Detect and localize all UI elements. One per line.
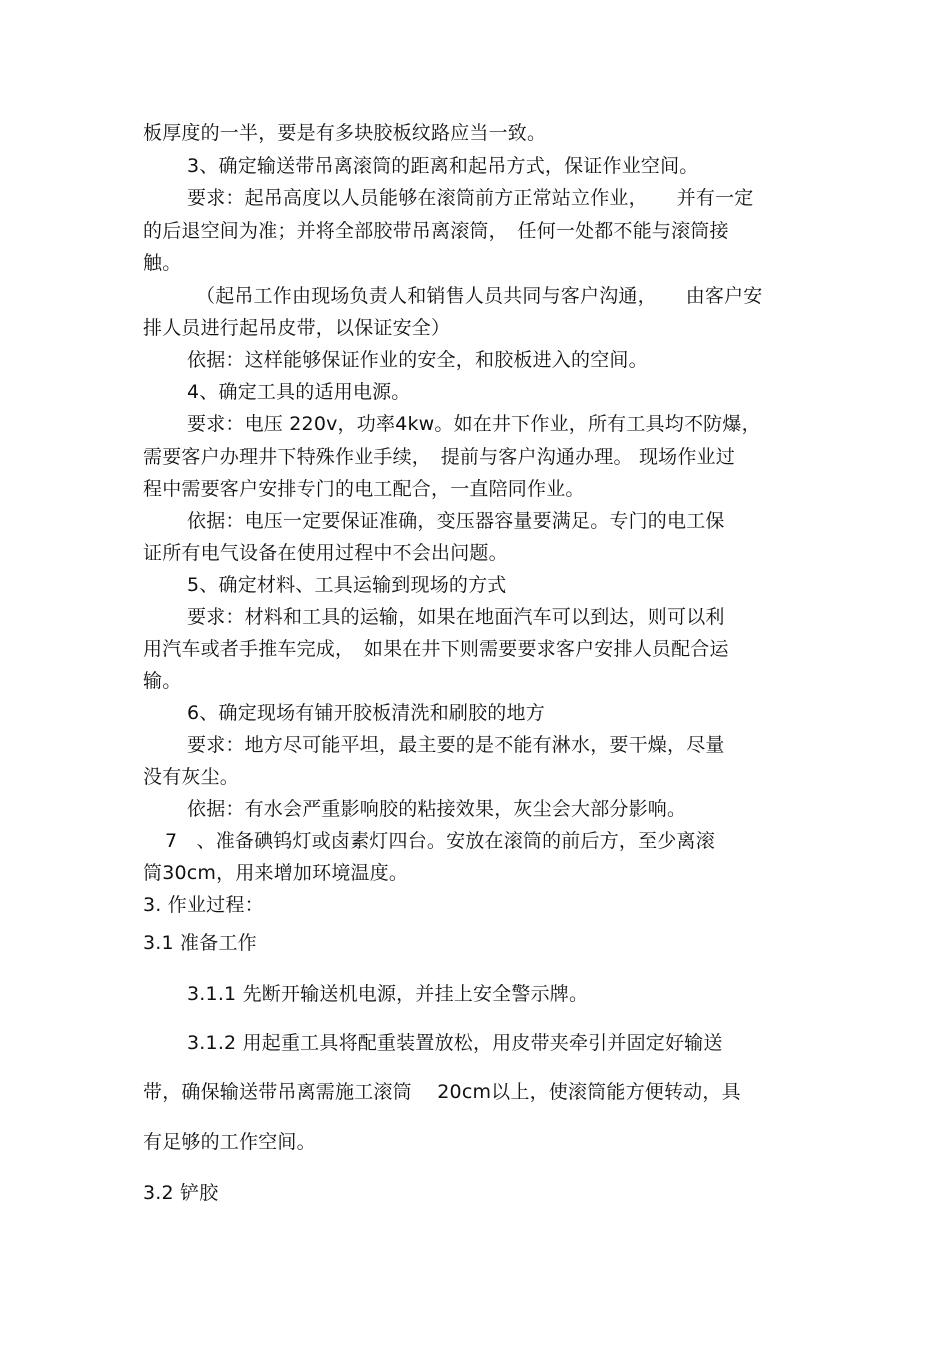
text-line: 7 、准备碘钨灯或卤素灯四台。安放在滚筒的前后方，至少离滚 — [165, 830, 715, 852]
text-line: 需要客户办理井下特殊作业手续， 提前与客户沟通办理。 现场作业过 — [143, 446, 735, 468]
text-line: 6、确定现场有铺开胶板清洗和刷胶的地方 — [187, 702, 545, 724]
text-line: 依据：这样能够保证作业的安全，和胶板进入的空间。 — [187, 349, 648, 371]
text-line: 要求：地方尽可能平坦，最主要的是不能有淋水，要干燥，尽量 — [187, 734, 725, 756]
text-line: 筒30cm，用来增加环境温度。 — [143, 862, 409, 884]
text-line: 程中需要客户安排专门的电工配合，一直陪同作业。 — [143, 478, 585, 500]
section-heading: 3. 作业过程： — [143, 894, 264, 916]
text-line: 用汽车或者手推车完成， 如果在井下则需要要求客户安排人员配合运 — [143, 638, 729, 660]
text-line: 要求：起吊高度以人员能够在滚筒前方正常站立作业， 并有一定 — [187, 187, 754, 209]
text-line: 5、确定材料、工具运输到现场的方式 — [187, 574, 507, 596]
text-line: 触。 — [143, 252, 182, 274]
text-line: 4、确定工具的适用电源。 — [187, 381, 411, 403]
section-heading: 3.1 准备工作 — [143, 932, 257, 954]
text-line: 带，确保输送带吊离需施工滚筒 20cm以上，使滚筒能方便转动，具 — [143, 1081, 741, 1103]
text-line: 3.1.1 先断开输送机电源，并挂上安全警示牌。 — [187, 983, 589, 1005]
section-heading: 3.2 铲胶 — [143, 1182, 219, 1204]
text-line: 的后退空间为准；并将全部胶带吊离滚筒， 任何一处都不能与滚筒接 — [143, 220, 729, 242]
text-line: 输。 — [143, 670, 182, 692]
text-line: 依据：有水会严重影响胶的粘接效果，灰尘会大部分影响。 — [187, 798, 687, 820]
text-line: 排人员进行起吊皮带，以保证安全） — [143, 317, 451, 339]
text-line: 3、确定输送带吊离滚筒的距离和起吊方式，保证作业空间。 — [187, 155, 699, 177]
text-line: 要求：电压 220v，功率4kw。如在井下作业，所有工具均不防爆， — [187, 413, 761, 435]
text-line: 依据：电压一定要保证准确，变压器容量要满足。专门的电工保 — [187, 510, 725, 532]
text-line: 证所有电气设备在使用过程中不会出问题。 — [143, 542, 508, 564]
text-line: 板厚度的一半，要是有多块胶板纹路应当一致。 — [143, 122, 547, 144]
text-line: 没有灰尘。 — [143, 766, 240, 788]
text-line: 有足够的工作空间。 — [143, 1131, 316, 1153]
text-line: 要求：材料和工具的运输，如果在地面汽车可以到达，则可以利 — [187, 606, 725, 628]
text-line: 3.1.2 用起重工具将配重装置放松，用皮带夹牵引并固定好输送 — [187, 1032, 723, 1054]
text-line: （起吊工作由现场负责人和销售人员共同与客户沟通， 由客户安 — [196, 285, 763, 307]
